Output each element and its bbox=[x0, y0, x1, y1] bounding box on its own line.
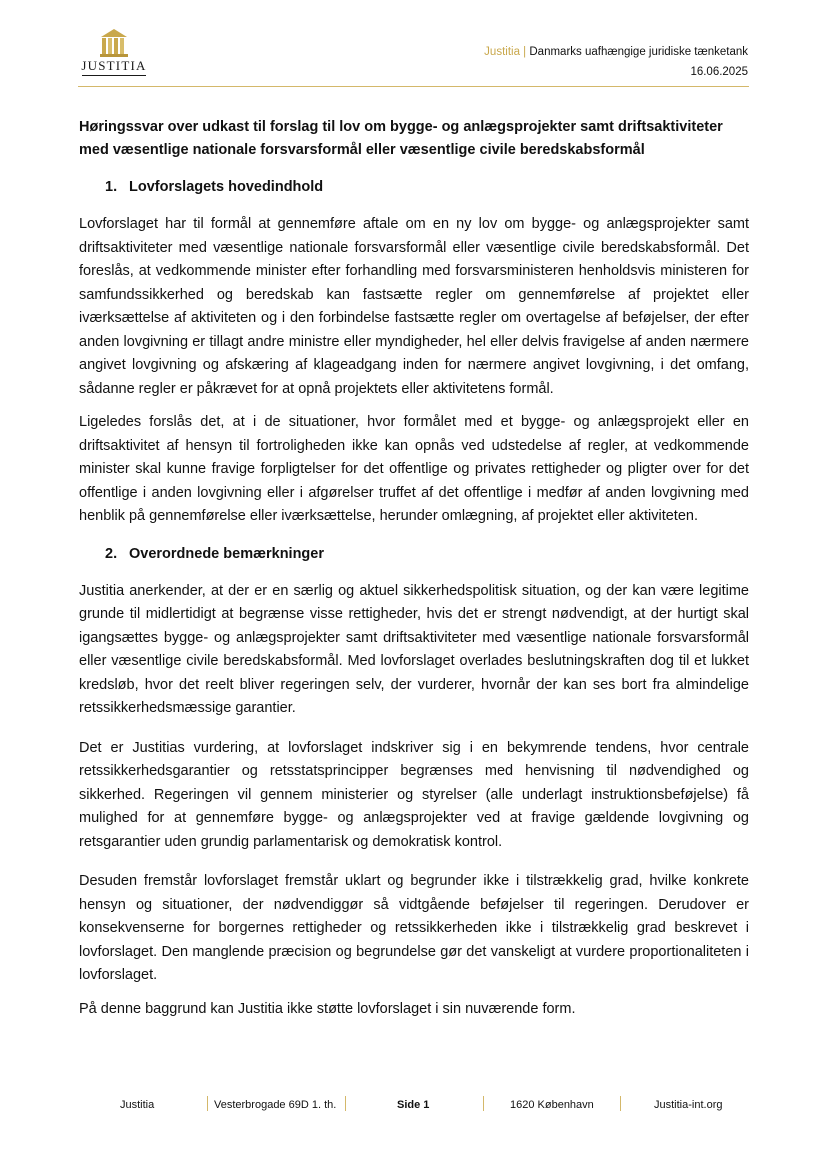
footer-website-link[interactable]: Justitia-int.org bbox=[654, 1099, 723, 1111]
section-2-title: Overordnede bemærkninger bbox=[129, 545, 324, 562]
footer-divider bbox=[345, 1096, 346, 1111]
section-1-paragraph-1: Lovforslaget har til formål at gennemføre aftale om en ny lov om bygge- og anlægsprojekter samt driftsaktiviteter med væsentlige nationale forsvarsformål eller væsentlige civile beredskabsformål. Det foreslås, at vedkommende minister efter forhandling med forsvarsministeren henholdsvis ministeren for samfundssikkerhed og beredskab kan fastsætte regler om gennemførelse af projektet eller iværksættelse af aktiviteten og i den forbindelse fastsætte regler om overtagelse af beføjelser, der efter anden lovgivning er tillagt andre ministre eller myndigheder, hel eller delvis fravigelse af anden nærmere angivet lovgivning og afskæring af klageadgang inden for nærmere angivet lovgivning, i det omfang, sådanne regler er påkrævet for at opnå projektets eller aktivitetens formål. bbox=[79, 216, 749, 397]
logo-wordmark: JUSTITIA bbox=[81, 58, 147, 73]
document-body bbox=[79, 116, 749, 1031]
section-2-paragraph-2: Det er Justitias vurdering, at lovforslaget indskriver sig i en bekymrende tendens, hvor centrale retssikkerhedsgarantier og retsstatsprincipper begrænses med henvisning til nødvendighed og sikkerhed. Regeringen vil gennem ministerier og styrelser (alle underlagt instruktionsbeføjelse) få mulighed for at gennemføre bygge- og anlægsprojekter ved at fravige gældende lovgivning og retsgarantier uden grundig parlamentarisk og demokratisk kontrol. bbox=[79, 739, 749, 850]
header-tagline-line bbox=[484, 42, 748, 62]
header-divider bbox=[78, 86, 749, 87]
footer-address: Vesterbrogade 69D 1. th. bbox=[214, 1099, 337, 1111]
footer-city: 1620 København bbox=[510, 1099, 594, 1111]
footer-org: Justitia bbox=[120, 1099, 155, 1111]
footer-page-number: Side 1 bbox=[397, 1099, 430, 1111]
section-2-number: 2. bbox=[105, 545, 118, 562]
section-2-paragraph-1: Justitia anerkender, at der er en særlig og aktuel sikkerhedspolitisk situation, og der kan være legitime grunde til midlertidigt at begrænse visse rettigheder, hvis det er strengt nødvendigt, at der hurtigt skal igangsættes bygge- og anlægsprojekter samt driftsaktiviteter med væsentlige nationale forsvarsformål eller væsentlige civile beredskabsformål. Med lovforslaget overlades beslutningskraften dog til et lukket kredsløb, hvor det reelt bliver regeringen selv, der vurderer, hvornår der kan ses bort fra almindelige retssikkerhedsmæssige garantier. bbox=[79, 582, 749, 716]
header-separator: | bbox=[523, 46, 527, 58]
footer-divider bbox=[620, 1096, 621, 1111]
page-footer bbox=[79, 1096, 749, 1116]
document-title: Høringssvar over udkast til forslag til lov om bygge- og anlægsprojekter samt driftsaktiviteter med væsentlige nationale forsvarsformål eller væsentlige civile beredskabsformål bbox=[79, 119, 723, 158]
header-brand: Justitia bbox=[484, 46, 520, 58]
header-date: 16.06.2025 bbox=[690, 66, 748, 78]
columns-building-icon bbox=[96, 28, 132, 58]
justitia-logo bbox=[78, 28, 150, 78]
section-2-paragraph-3: Desuden fremstår lovforslaget fremstår uklart og begrunder ikke i tilstrækkelig grad, hvilke konkrete hensyn og situationer, der nødvendiggør så vidtgående beføjelser til regeringen. Derudover er konsekvenserne for borgernes rettigheder og retssikkerheden ikke i tilstrækkelig grad beskrevet i lovforslaget. Den manglende præcision og begrundelse gør det vanskeligt at vurdere proportionaliteten i lovforslaget. bbox=[79, 873, 749, 983]
logo-underline bbox=[82, 75, 146, 76]
section-2-heading bbox=[79, 543, 749, 566]
footer-divider bbox=[483, 1096, 484, 1111]
section-1-number: 1. bbox=[105, 179, 118, 195]
footer-divider bbox=[207, 1096, 208, 1111]
section-2-paragraph-4: På denne baggrund kan Justitia ikke støtte lovforslaget i sin nuværende form. bbox=[79, 1000, 576, 1017]
section-1-title: Lovforslagets hovedindhold bbox=[129, 179, 324, 195]
header-info bbox=[484, 42, 748, 82]
header-tagline: Danmarks uafhængige juridiske tænketank bbox=[529, 46, 748, 58]
section-1-heading bbox=[79, 176, 749, 199]
section-1-paragraph-2: Ligeledes forslås det, at i de situationer, hvor formålet med et bygge- og anlægsprojekt eller en driftsaktivitet af hensyn til fortroligheden ikke kan opnås ved udstedelse af regler, at vedkommende minister skal kunne fravige forpligtelser for det offentlige og privates rettigheder og pligter over for det offentlige i anden lovgivning eller i afgørelser truffet af det offentlige i medfør af anden lovgivning med henblik på gennemførelse eller iværksættelse, herunder omlægning, af projektet eller aktiviteten. bbox=[79, 414, 749, 524]
